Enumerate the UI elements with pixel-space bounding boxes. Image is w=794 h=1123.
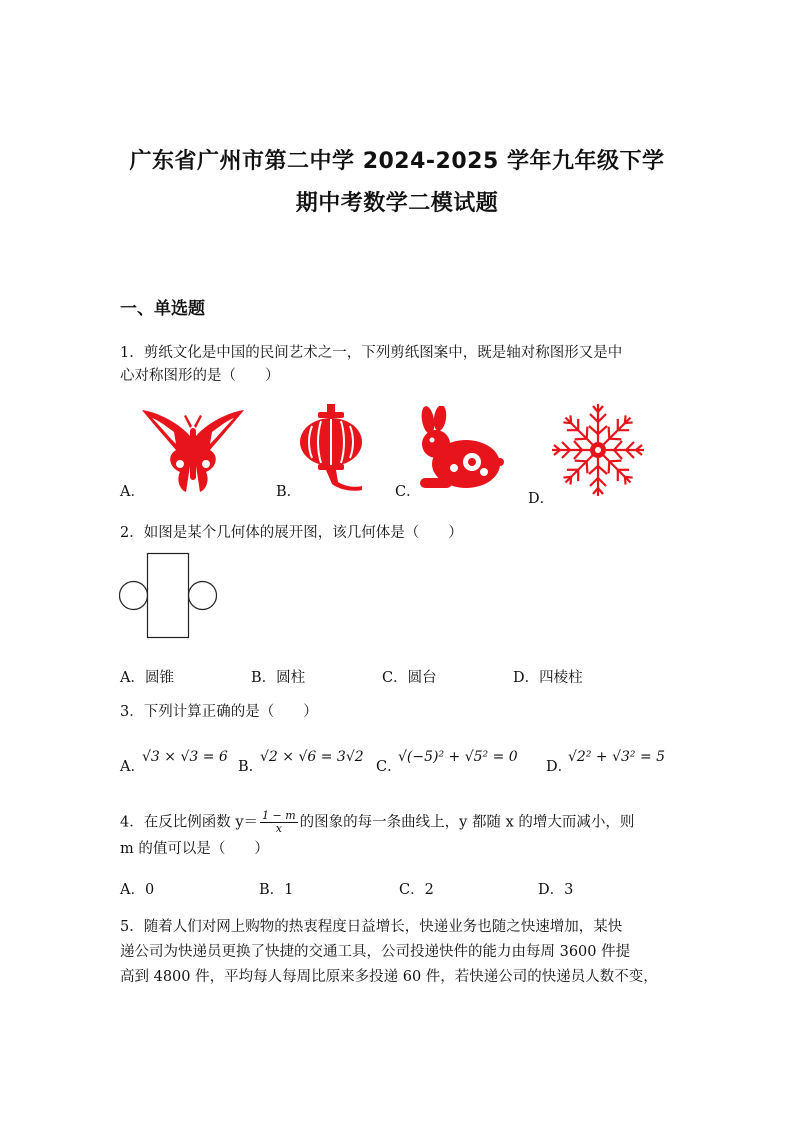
q3-option-d-label: D． [546, 759, 573, 775]
section-heading: 一、单选题 [120, 299, 205, 319]
q1-option-d-label: D． [528, 491, 555, 507]
page-title-line-1: 广东省广州市第二中学 2024-2025 学年九年级下学 [129, 149, 665, 174]
q4-text-line-2: m 的值可以是（ ） [120, 841, 269, 857]
q4-option-a: A．0 [120, 882, 155, 898]
cylinder-net-diagram [118, 552, 220, 640]
q3-option-b-formula: √2 × √6 = 3√2 [260, 749, 364, 765]
q4-prefix: 4．在反比例函数 y＝ [120, 814, 259, 831]
q4-suffix: 的图象的每一条曲线上，y 都随 x 的增大而减小，则 [299, 814, 635, 831]
q1-option-a-label: A． [120, 484, 145, 500]
q3-option-c-formula: √(−5)² + √5² = 0 [398, 749, 518, 765]
q4-option-c: C．2 [399, 882, 434, 898]
q1-text-line-2: 心对称图形的是（ ） [120, 368, 280, 384]
q3-option-a-formula: √3 × √3 = 6 [142, 749, 228, 765]
q3-text: 3．下列计算正确的是（ ） [120, 704, 318, 720]
q1-option-b-label: B． [276, 484, 302, 500]
q4-fraction [260, 810, 298, 835]
q2-option-d: D．四棱柱 [513, 670, 583, 686]
q3-option-b-label: B． [238, 759, 264, 775]
page-title-line-2: 期中考数学二模试题 [295, 191, 499, 216]
q3-option-a-label: A． [120, 759, 145, 775]
q2-option-a: A．圆锥 [120, 670, 174, 686]
lantern-papercut-image [298, 404, 364, 494]
butterfly-papercut-image [140, 406, 246, 494]
q2-text: 2．如图是某个几何体的展开图，该几何体是（ ） [120, 525, 463, 541]
q2-option-b: B．圆柱 [251, 670, 306, 686]
q4-option-d: D．3 [538, 882, 574, 898]
q5-text-line-3: 高到 4800 件，平均每人每周比原来多投递 60 件，若快递公司的快递员人数不变， [120, 969, 658, 985]
q4-option-b: B．1 [259, 882, 294, 898]
q2-option-c: C．圆台 [382, 670, 437, 686]
q1-option-c-label: C． [395, 484, 421, 500]
q4-text-line-1 [120, 810, 680, 835]
q4-fraction-denominator: x [275, 822, 282, 835]
q5-text-line-1: 5．随着人们对网上购物的热衷程度日益增长，快递业务也随之快速增加，某快 [120, 919, 623, 935]
q4-fraction-numerator: 1 − m [262, 809, 296, 822]
q5-text-line-2: 递公司为快递员更换了快捷的交通工具，公司投递快件的能力由每周 3600 件提 [120, 944, 631, 960]
snowflake-papercut-image [552, 402, 644, 498]
rabbit-papercut-image [414, 406, 504, 492]
q1-text-line-1: 1．剪纸文化是中国的民间艺术之一，下列剪纸图案中，既是轴对称图形又是中 [120, 345, 623, 361]
q3-option-d-formula: √2² + √3² = 5 [568, 749, 666, 765]
q3-option-c-label: C． [376, 759, 402, 775]
